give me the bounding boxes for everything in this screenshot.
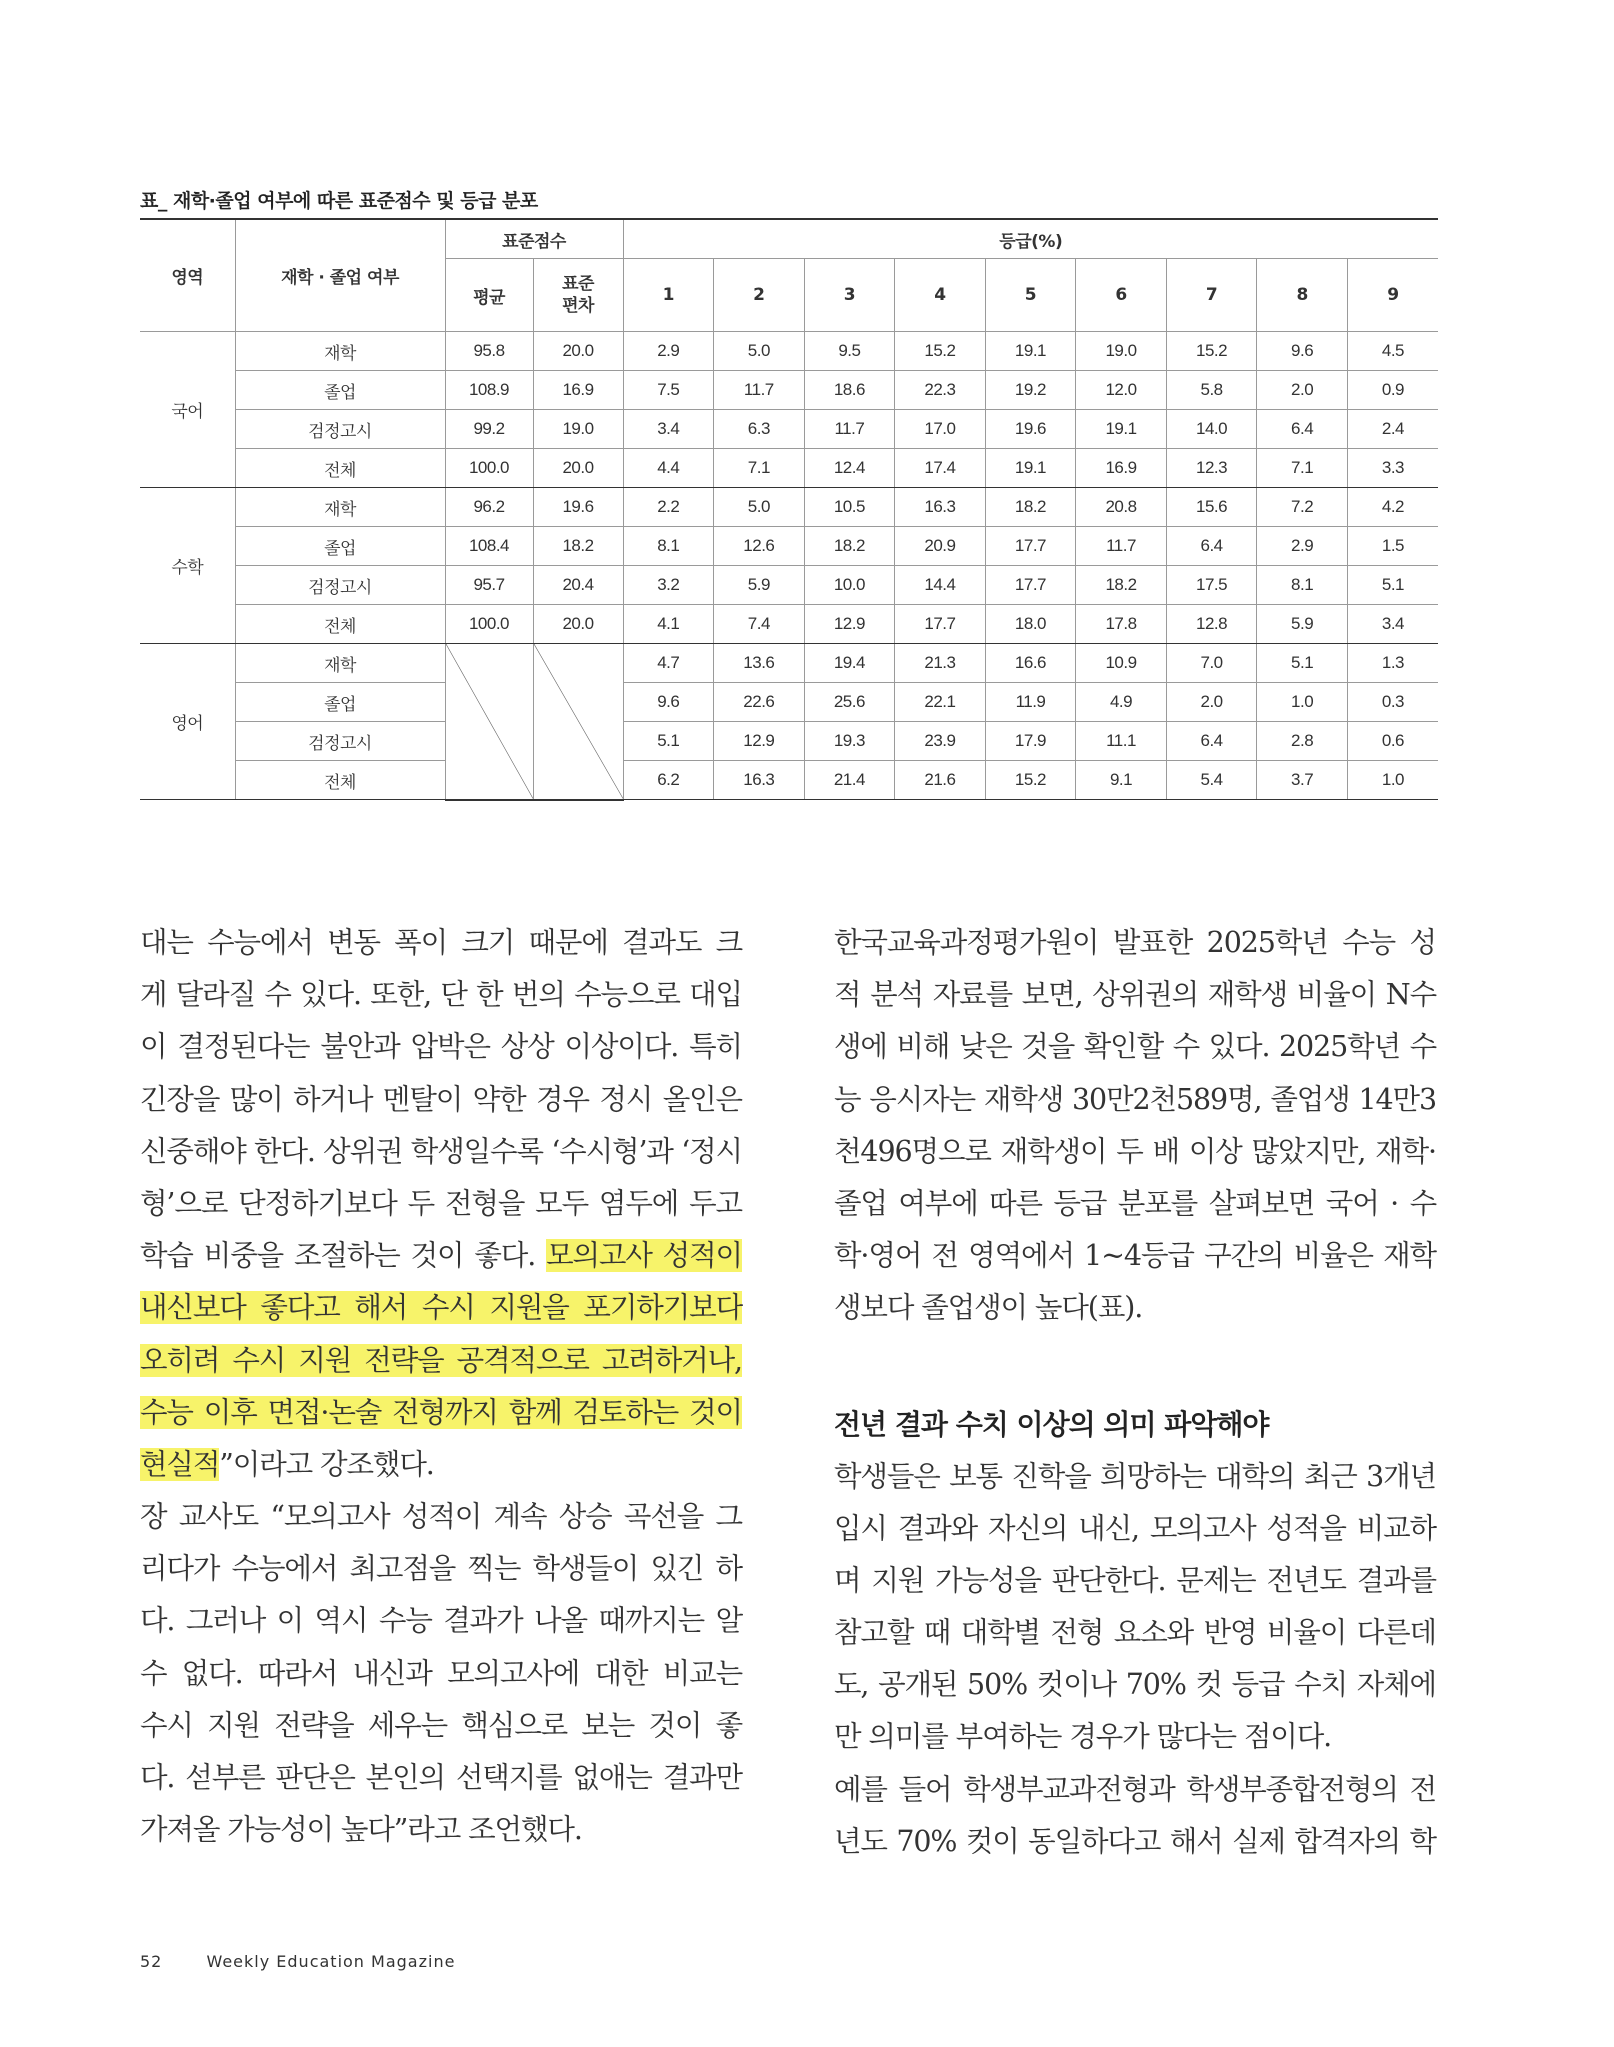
text-line: 예를 들어 학생부교과전형과 학생부종합전형의 전 <box>834 1772 1436 1806</box>
grade-cell: 17.9 <box>985 722 1076 761</box>
grade-cell: 16.3 <box>895 488 986 527</box>
grade-cell: 5.1 <box>623 722 714 761</box>
grade-cell: 16.9 <box>1076 449 1167 488</box>
header-grade-3: 3 <box>804 259 895 332</box>
grade-cell: 4.5 <box>1347 332 1438 371</box>
grade-cell: 5.1 <box>1347 566 1438 605</box>
grade-cell: 12.9 <box>714 722 805 761</box>
left-column <box>140 917 742 1856</box>
sd-cell: 20.4 <box>533 566 623 605</box>
grade-cell: 18.6 <box>804 371 895 410</box>
grade-cell: 0.6 <box>1347 722 1438 761</box>
grade-cell: 2.9 <box>623 332 714 371</box>
grade-cell: 6.4 <box>1166 527 1257 566</box>
grade-cell: 2.8 <box>1257 722 1348 761</box>
grade-cell: 12.6 <box>714 527 805 566</box>
text-line: 생보다 졸업생이 높다(표). <box>834 1291 1143 1325</box>
text-line: 며 지원 가능성을 판단한다. 문제는 전년도 결과를 <box>834 1563 1436 1597</box>
grade-cell: 8.1 <box>623 527 714 566</box>
empty-diagonal-cell <box>445 644 533 800</box>
mean-cell: 99.2 <box>445 410 533 449</box>
grade-cell: 6.3 <box>714 410 805 449</box>
grade-cell: 7.1 <box>1257 449 1348 488</box>
grade-cell: 10.9 <box>1076 644 1167 683</box>
sd-cell: 20.0 <box>533 332 623 371</box>
text-line: 수시 지원 전략을 세우는 핵심으로 보는 것이 좋 <box>140 1708 742 1742</box>
grade-cell: 15.2 <box>1166 332 1257 371</box>
grade-cell: 22.3 <box>895 371 986 410</box>
grade-cell: 19.1 <box>1076 410 1167 449</box>
mean-cell: 100.0 <box>445 605 533 644</box>
text-segment: ”이라고 강조했다. <box>219 1447 434 1481</box>
grade-cell: 15.2 <box>895 332 986 371</box>
header-grade-6: 6 <box>1076 259 1167 332</box>
area-cell: 영어 <box>140 644 235 800</box>
grade-cell: 10.5 <box>804 488 895 527</box>
grade-cell: 7.0 <box>1166 644 1257 683</box>
grade-cell: 9.1 <box>1076 761 1167 800</box>
grade-cell: 12.4 <box>804 449 895 488</box>
table-row <box>140 605 1438 644</box>
header-grade-7: 7 <box>1166 259 1257 332</box>
kind-cell: 검정고시 <box>235 566 445 605</box>
grade-cell: 17.5 <box>1166 566 1257 605</box>
text-line: 도, 공개된 50% 컷이나 70% 컷 등급 수치 자체에 <box>834 1668 1436 1702</box>
table-row <box>140 527 1438 566</box>
grade-cell: 19.6 <box>985 410 1076 449</box>
grade-cell: 2.0 <box>1257 371 1348 410</box>
mean-cell: 100.0 <box>445 449 533 488</box>
grade-cell: 11.9 <box>985 683 1076 722</box>
kind-cell: 검정고시 <box>235 722 445 761</box>
grade-cell: 3.4 <box>1347 605 1438 644</box>
grade-cell: 14.4 <box>895 566 986 605</box>
sd-cell: 19.0 <box>533 410 623 449</box>
diagonal-line <box>446 644 533 799</box>
sd-cell: 20.0 <box>533 605 623 644</box>
mean-cell: 108.4 <box>445 527 533 566</box>
table-row <box>140 488 1438 527</box>
table-row <box>140 761 1438 800</box>
grade-cell: 19.0 <box>1076 332 1167 371</box>
grade-cell: 2.2 <box>623 488 714 527</box>
text-line: 년도 70% 컷이 동일하다고 해서 실제 합격자의 학 <box>834 1824 1436 1858</box>
text-line <box>140 1230 742 1282</box>
sd-cell: 18.2 <box>533 527 623 566</box>
paragraph-gap <box>834 1335 1436 1391</box>
grade-cell: 17.7 <box>895 605 986 644</box>
kind-cell: 재학 <box>235 488 445 527</box>
text-line: 다. 그러나 이 역시 수능 결과가 나올 때까지는 알 <box>140 1604 742 1638</box>
grade-cell: 15.2 <box>985 761 1076 800</box>
grade-cell: 9.6 <box>1257 332 1348 371</box>
header-grade-4: 4 <box>895 259 986 332</box>
grade-cell: 3.3 <box>1347 449 1438 488</box>
grade-distribution-table <box>140 218 1438 801</box>
diagonal-line <box>534 644 623 799</box>
grade-cell: 3.4 <box>623 410 714 449</box>
table-row <box>140 644 1438 683</box>
text-line: 다. 섣부른 판단은 본인의 선택지를 없애는 결과만 <box>140 1761 742 1794</box>
text-line: 천496명으로 재학생이 두 배 이상 많았지만, 재학· <box>834 1134 1436 1168</box>
text-line: 능 응시자는 재학생 30만2천589명, 졸업생 14만3 <box>834 1082 1436 1116</box>
area-cell: 국어 <box>140 332 235 488</box>
grade-cell: 6.4 <box>1257 410 1348 449</box>
grade-cell: 4.9 <box>1076 683 1167 722</box>
text-segment: 학습 비중을 조절하는 것이 좋다. <box>140 1239 547 1273</box>
header-area: 영역 <box>140 219 235 332</box>
header-grade-1: 1 <box>623 259 714 332</box>
header-score: 표준점수 <box>445 219 623 259</box>
text-line: 학·영어 전 영역에서 1~4등급 구간의 비율은 재학 <box>834 1239 1436 1273</box>
grade-cell: 19.3 <box>804 722 895 761</box>
highlighted-text: 현실적 <box>140 1447 220 1481</box>
text-line <box>140 1282 742 1334</box>
grade-cell: 22.6 <box>714 683 805 722</box>
grade-cell: 19.1 <box>985 332 1076 371</box>
grade-cell: 5.0 <box>714 488 805 527</box>
grade-cell: 8.1 <box>1257 566 1348 605</box>
grade-cell: 18.2 <box>804 527 895 566</box>
kind-cell: 전체 <box>235 449 445 488</box>
grade-cell: 9.6 <box>623 683 714 722</box>
grade-cell: 11.1 <box>1076 722 1167 761</box>
grade-cell: 11.7 <box>1076 527 1167 566</box>
page-footer <box>140 1952 455 1971</box>
grade-cell: 18.0 <box>985 605 1076 644</box>
header-grade: 등급(%) <box>623 219 1438 259</box>
kind-cell: 재학 <box>235 332 445 371</box>
header-grade-2: 2 <box>714 259 805 332</box>
grade-cell: 19.1 <box>985 449 1076 488</box>
grade-cell: 17.7 <box>985 566 1076 605</box>
header-sd: 표준 편차 <box>533 259 623 332</box>
table-row <box>140 410 1438 449</box>
mean-cell: 108.9 <box>445 371 533 410</box>
mean-cell: 96.2 <box>445 488 533 527</box>
page-number: 52 <box>140 1952 163 1971</box>
kind-cell: 전체 <box>235 605 445 644</box>
grade-cell: 5.9 <box>1257 605 1348 644</box>
grade-cell: 11.7 <box>714 371 805 410</box>
grade-cell: 2.9 <box>1257 527 1348 566</box>
grade-cell: 21.6 <box>895 761 986 800</box>
text-line: 게 달라질 수 있다. 또한, 단 한 번의 수능으로 대입 <box>140 978 742 1012</box>
grade-cell: 13.6 <box>714 644 805 683</box>
table-caption: 표_ 재학·졸업 여부에 따른 표준점수 및 등급 분포 <box>140 190 538 212</box>
grade-cell: 6.4 <box>1166 722 1257 761</box>
text-line: 이 결정된다는 불안과 압박은 상상 이상이다. 특히 <box>140 1030 742 1064</box>
grade-cell: 12.0 <box>1076 371 1167 410</box>
highlighted-text: 수능 이후 면접·논술 전형까지 함께 검토하는 것이 <box>140 1395 742 1429</box>
grade-cell: 17.7 <box>985 527 1076 566</box>
header-grade-8: 8 <box>1257 259 1348 332</box>
grade-cell: 7.1 <box>714 449 805 488</box>
grade-cell: 10.0 <box>804 566 895 605</box>
grade-cell: 23.9 <box>895 722 986 761</box>
area-cell: 수학 <box>140 488 235 644</box>
grade-cell: 1.0 <box>1257 683 1348 722</box>
grade-cell: 22.1 <box>895 683 986 722</box>
text-line: 입시 결과와 자신의 내신, 모의고사 성적을 비교하 <box>834 1511 1436 1545</box>
grade-cell: 5.1 <box>1257 644 1348 683</box>
mean-cell: 95.8 <box>445 332 533 371</box>
grade-cell: 12.9 <box>804 605 895 644</box>
right-column <box>834 917 1436 1868</box>
text-line: 생에 비해 낮은 것을 확인할 수 있다. 2025학년 수 <box>834 1030 1436 1064</box>
grade-cell: 5.0 <box>714 332 805 371</box>
text-line: 적 분석 자료를 보면, 상위권의 재학생 비율이 N수 <box>834 978 1436 1012</box>
text-line: 형’으로 단정하기보다 두 전형을 모두 염두에 두고 <box>140 1186 742 1220</box>
text-line: 대는 수능에서 변동 폭이 크기 때문에 결과도 크 <box>140 926 742 959</box>
text-line: 장 교사도 “모의고사 성적이 계속 상승 곡선을 그 <box>140 1500 742 1534</box>
grade-cell: 19.4 <box>804 644 895 683</box>
grade-cell: 2.0 <box>1166 683 1257 722</box>
table-row <box>140 683 1438 722</box>
grade-cell: 12.3 <box>1166 449 1257 488</box>
kind-cell: 검정고시 <box>235 410 445 449</box>
magazine-name: Weekly Education Magazine <box>206 1952 456 1971</box>
grade-cell: 1.5 <box>1347 527 1438 566</box>
table-row <box>140 449 1438 488</box>
table-row <box>140 722 1438 761</box>
grade-cell: 21.3 <box>895 644 986 683</box>
header-grade-9: 9 <box>1347 259 1438 332</box>
section-subheading: 전년 결과 수치 이상의 의미 파악해야 <box>834 1407 1269 1441</box>
table-row <box>140 566 1438 605</box>
grade-cell: 4.4 <box>623 449 714 488</box>
grade-cell: 15.6 <box>1166 488 1257 527</box>
grade-cell: 16.6 <box>985 644 1076 683</box>
grade-cell: 19.2 <box>985 371 1076 410</box>
grade-cell: 7.2 <box>1257 488 1348 527</box>
text-line: 수 없다. 따라서 내신과 모의고사에 대한 비교는 <box>140 1656 742 1690</box>
grade-cell: 5.9 <box>714 566 805 605</box>
grade-cell: 4.7 <box>623 644 714 683</box>
text-line: 가져올 가능성이 높다”라고 조언했다. <box>140 1813 582 1847</box>
text-line: 졸업 여부에 따른 등급 분포를 살펴보면 국어 · 수 <box>834 1186 1436 1220</box>
header-kind: 재학 · 졸업 여부 <box>235 219 445 332</box>
text-line <box>140 1335 742 1387</box>
grade-cell: 16.3 <box>714 761 805 800</box>
text-line: 긴장을 많이 하거나 멘탈이 약한 경우 정시 올인은 <box>140 1082 742 1116</box>
header-grade-5: 5 <box>985 259 1076 332</box>
grade-cell: 25.6 <box>804 683 895 722</box>
text-line: 학생들은 보통 진학을 희망하는 대학의 최근 3개년 <box>834 1459 1436 1493</box>
grade-cell: 3.7 <box>1257 761 1348 800</box>
grade-cell: 18.2 <box>1076 566 1167 605</box>
sd-cell: 20.0 <box>533 449 623 488</box>
grade-cell: 0.9 <box>1347 371 1438 410</box>
text-line <box>140 1439 742 1491</box>
kind-cell: 전체 <box>235 761 445 800</box>
grade-cell: 2.4 <box>1347 410 1438 449</box>
grade-cell: 1.3 <box>1347 644 1438 683</box>
text-line: 리다가 수능에서 최고점을 찍는 학생들이 있긴 하 <box>140 1552 742 1586</box>
grade-cell: 17.0 <box>895 410 986 449</box>
sd-cell: 19.6 <box>533 488 623 527</box>
grade-cell: 1.0 <box>1347 761 1438 800</box>
grade-cell: 9.5 <box>804 332 895 371</box>
grade-cell: 21.4 <box>804 761 895 800</box>
text-line: 한국교육과정평가원이 발표한 2025학년 수능 성 <box>834 926 1436 959</box>
text-line: 신중해야 한다. 상위권 학생일수록 ‘수시형’과 ‘정시 <box>140 1134 742 1168</box>
grade-cell: 17.8 <box>1076 605 1167 644</box>
grade-cell: 20.9 <box>895 527 986 566</box>
grade-cell: 6.2 <box>623 761 714 800</box>
grade-cell: 11.7 <box>804 410 895 449</box>
table-row <box>140 332 1438 371</box>
sd-cell: 16.9 <box>533 371 623 410</box>
grade-cell: 20.8 <box>1076 488 1167 527</box>
kind-cell: 졸업 <box>235 371 445 410</box>
grade-cell: 4.2 <box>1347 488 1438 527</box>
text-line: 참고할 때 대학별 전형 요소와 반영 비율이 다른데 <box>834 1616 1436 1650</box>
grade-cell: 7.5 <box>623 371 714 410</box>
mean-cell: 95.7 <box>445 566 533 605</box>
text-line: 만 의미를 부여하는 경우가 많다는 점이다. <box>834 1720 1332 1754</box>
grade-cell: 12.8 <box>1166 605 1257 644</box>
kind-cell: 재학 <box>235 644 445 683</box>
grade-cell: 3.2 <box>623 566 714 605</box>
grade-cell: 5.4 <box>1166 761 1257 800</box>
grade-cell: 17.4 <box>895 449 986 488</box>
highlighted-text: 오히려 수시 지원 전략을 공격적으로 고려하거나, <box>140 1343 742 1377</box>
kind-cell: 졸업 <box>235 683 445 722</box>
highlighted-text: 내신보다 좋다고 해서 수시 지원을 포기하기보다 <box>140 1291 742 1325</box>
grade-cell: 4.1 <box>623 605 714 644</box>
highlighted-text: 모의고사 성적이 <box>546 1239 742 1273</box>
header-mean: 평균 <box>445 259 533 332</box>
table-row <box>140 371 1438 410</box>
grade-cell: 5.8 <box>1166 371 1257 410</box>
text-line <box>140 1387 742 1439</box>
grade-cell: 7.4 <box>714 605 805 644</box>
grade-cell: 0.3 <box>1347 683 1438 722</box>
kind-cell: 졸업 <box>235 527 445 566</box>
empty-diagonal-cell <box>533 644 623 800</box>
grade-cell: 18.2 <box>985 488 1076 527</box>
grade-cell: 14.0 <box>1166 410 1257 449</box>
